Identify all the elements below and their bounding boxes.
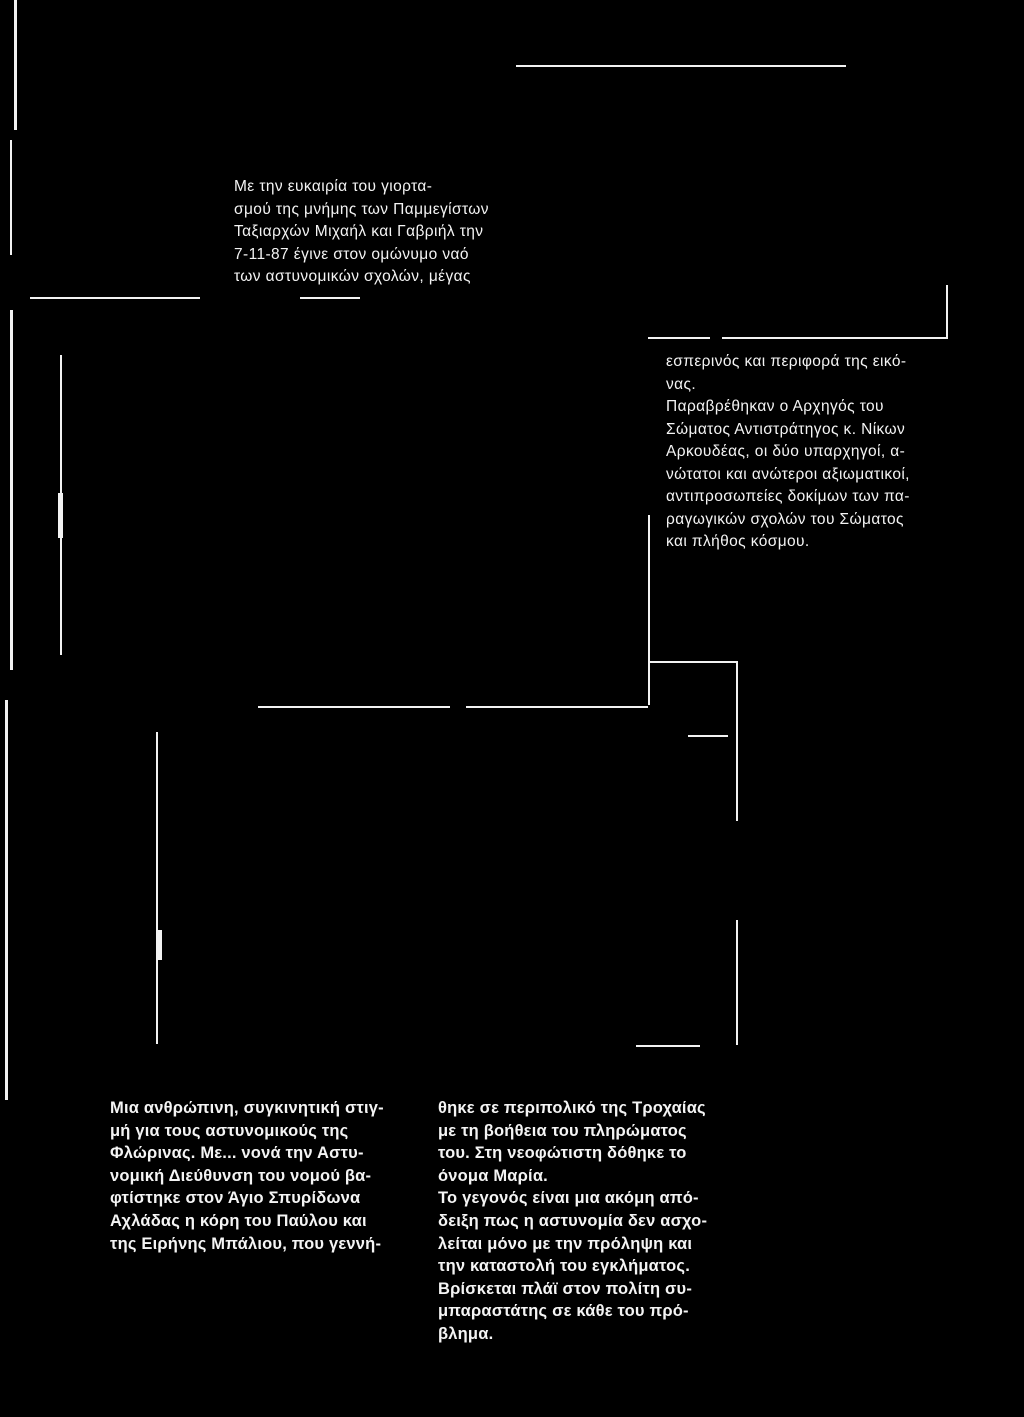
paragraph-line: αντιπροσωπείες δοκίμων των πα- (666, 488, 910, 505)
paragraph-line: νας. (666, 375, 697, 393)
frame-rule (158, 930, 162, 960)
paragraph-line: και πλήθος κόσμου. (666, 533, 810, 550)
frame-rule (688, 735, 728, 737)
frame-rule (648, 337, 710, 339)
frame-rule (466, 706, 648, 708)
paragraph-line: Αχλάδας η κόρη του Παύλου και (110, 1211, 367, 1230)
frame-rule (300, 297, 360, 299)
frame-rule (516, 65, 846, 67)
frame-rule (10, 140, 12, 255)
paragraph-line: Με την ευκαιρία του γιορτα- (234, 178, 433, 195)
paragraph-line: με τη βοήθεια του πληρώματος (438, 1121, 687, 1140)
frame-rule (14, 0, 17, 130)
paragraph-line: Ταξιαρχών Μιχαήλ και Γαβριήλ την (234, 223, 484, 240)
paragraph-line: νομική Διεύθυνση του νομού βα- (110, 1166, 372, 1185)
paragraph-line: νώτατοι και ανώτεροι αξιωματικοί, (666, 465, 910, 483)
paragraph-line: Μια ανθρώπινη, συγκινητική στιγ- (110, 1099, 384, 1117)
frame-rule (258, 706, 450, 708)
frame-rule (10, 310, 13, 670)
paragraph-line: θηκε σε περιπολικό της Τροχαίας (438, 1099, 706, 1117)
paragraph-line: Παραβρέθηκαν ο Αρχηγός του (666, 398, 884, 415)
paragraph-line: λείται μόνο με την πρόληψη και (438, 1234, 693, 1253)
frame-rule (648, 661, 738, 663)
paragraph-line: φτίστηκε στον Άγιο Σπυρίδωνα (110, 1189, 361, 1208)
paragraph-line: 7-11-87 έγινε στον ομώνυμο ναό (234, 245, 469, 263)
paragraph-line: Φλώρινας. Με... νονά την Αστυ- (110, 1144, 364, 1163)
paragraph-line: την καταστολή του εγκλήματος. (438, 1257, 690, 1276)
paragraph-line: σμού της μνήμης των Παμμεγίστων (234, 200, 489, 218)
frame-rule (946, 285, 948, 339)
article-top-paragraph (234, 176, 514, 289)
frame-rule (58, 493, 63, 538)
article-bottom-left-paragraph (110, 1097, 430, 1255)
frame-rule (736, 661, 738, 821)
paragraph-line: Το γεγονός είναι μια ακόμη από- (438, 1189, 699, 1208)
article-middle-paragraph (666, 351, 966, 554)
paragraph-line: του. Στη νεοφώτιστη δόθηκε το (438, 1144, 687, 1163)
paragraph-line: εσπερινός και περιφορά της εικό- (666, 353, 907, 370)
paragraph-line: ραγωγικών σχολών του Σώματος (666, 510, 904, 528)
frame-rule (30, 297, 200, 299)
frame-rule (156, 732, 158, 1044)
paragraph-line: όνομα Μαρία. (438, 1166, 548, 1185)
paragraph-line: Σώματος Αντιστράτηγος κ. Νίκων (666, 420, 906, 438)
frame-rule (736, 920, 738, 1045)
frame-rule (722, 337, 948, 339)
frame-rule (636, 1045, 700, 1047)
frame-rule (5, 700, 8, 1100)
paragraph-line: Βρίσκεται πλάϊ στον πολίτη συ- (438, 1279, 693, 1298)
paragraph-line: μή για τους αστυνομικούς της (110, 1121, 349, 1140)
paragraph-line: βλημα. (438, 1324, 494, 1343)
paragraph-line: Αρκουδέας, οι δύο υπαρχηγοί, α- (666, 443, 906, 460)
paragraph-line: μπαραστάτης σε κάθε του πρό- (438, 1302, 689, 1321)
paragraph-line: των αστυνομικών σχολών, μέγας (234, 268, 471, 285)
paragraph-line: της Ειρήνης Μπάλιου, που γεννή- (110, 1234, 382, 1253)
article-bottom-right-paragraph (438, 1097, 768, 1346)
frame-rule (648, 515, 650, 705)
paragraph-line: δειξη πως η αστυνομία δεν ασχο- (438, 1211, 708, 1230)
